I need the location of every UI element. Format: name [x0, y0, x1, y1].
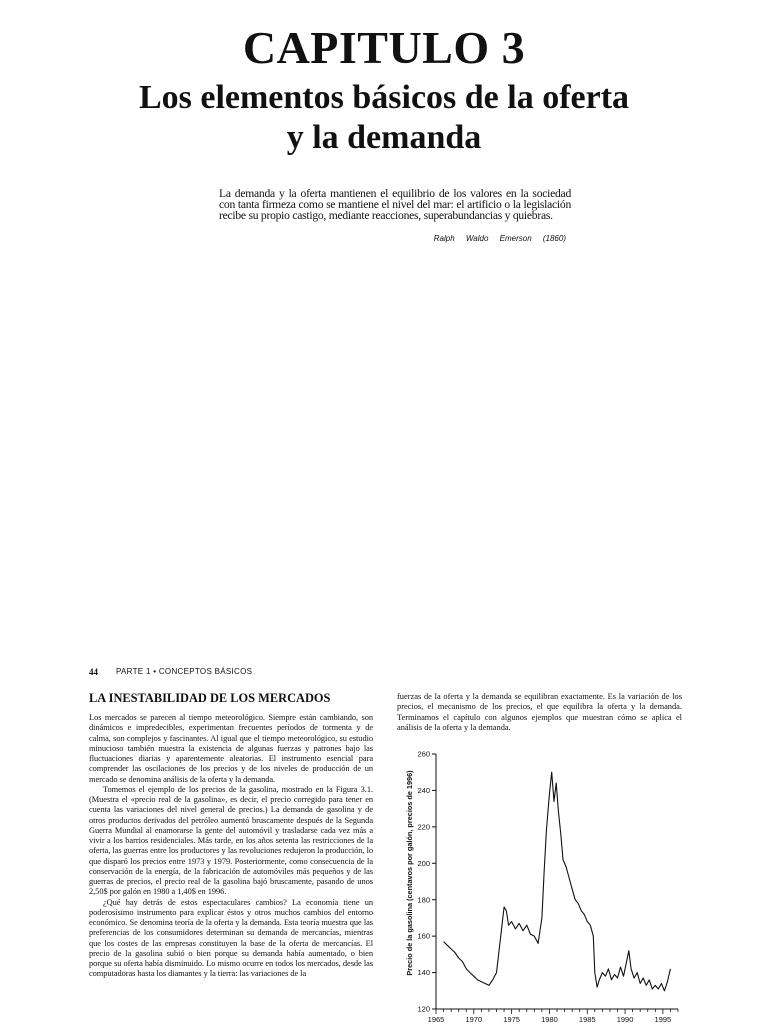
- y-axis-label: Precio de la gasolina (centavos por galón, precios de 1996): [405, 770, 414, 976]
- y-tick-label: 180: [417, 895, 430, 905]
- chapter-title: [0, 78, 768, 158]
- paragraph: ¿Qué hay detrás de estos espectaculares cambios? La economía tiene un poderosísimo instrumento para explicar éstos y otros muchos cambios del entorno económico. Se denomina teoría de la oferta y la demanda. Esta teoría muestra que las preferencias de los consumidores determinan su demanda de mercancías, mientras que los costes de las empresas constituyen la base de la oferta de mercancías. El precio de la gasolina subió o bien porque su demanda había aumentado, o bien porque su oferta había disminuido. Lo mismo ocurre en todos los mercados, desde las computadoras hasta los diamantes y la tierra: las variaciones de la: [89, 897, 373, 979]
- x-tick-label: 1990: [616, 1015, 634, 1024]
- y-tick-label: 160: [417, 931, 430, 941]
- left-column: [89, 713, 373, 980]
- running-head: PARTE 1 • CONCEPTOS BÁSICOS: [116, 667, 253, 676]
- price-series-line: [444, 772, 671, 991]
- chapter-title-line-1: Los elementos básicos de la oferta: [138, 79, 630, 116]
- chapter-number: CAPITULO 3: [242, 22, 526, 73]
- x-tick-label: 1970: [465, 1015, 483, 1024]
- x-tick-label: 1980: [541, 1015, 558, 1024]
- paragraph: Los mercados se parecen al tiempo meteorológico. Siempre están cambiando, son dinámicos e impredecibles, experimentan frecuentes períodos de tormenta y de calma, son complejos y fascinantes. Al igual que el tiempo meteorológico, su estudio minucioso también muestra la existencia de algunas fuerzas y patrones bajo las fluctuaciones diarias y aparentemente aleatorias. El instrumento esencial para comprender las oscilaciones de los precios y de los niveles de producción de un mercado se denomina análisis de la oferta y la demanda.: [89, 713, 373, 784]
- y-tick-label: 120: [417, 1004, 430, 1014]
- right-column: [397, 692, 682, 733]
- y-tick-label: 220: [417, 822, 430, 832]
- paragraph: fuerzas de la oferta y la demanda se equilibran exactamente. Es la variación de los precios, el mecanismo de los precios, el que equilibra la oferta y la demanda. Terminamos el capítulo con algunos ejemplos que muestran cómo se aplica el análisis de la oferta y la demanda.: [397, 692, 682, 732]
- chapter-title-line-2: y la demanda: [286, 119, 482, 156]
- y-tick-label: 260: [417, 749, 430, 759]
- y-tick-label: 200: [417, 858, 430, 868]
- y-tick-label: 240: [417, 786, 430, 796]
- gasoline-price-chart: [396, 745, 686, 1024]
- page-number: 44: [89, 667, 98, 677]
- epigraph-author: Ralph Waldo Emerson (1860): [433, 234, 566, 243]
- section-heading: LA INESTABILIDAD DE LOS MERCADOS: [89, 691, 331, 705]
- x-tick-label: 1985: [578, 1015, 596, 1024]
- y-tick-label: 140: [417, 968, 430, 978]
- paragraph: Tomemos el ejemplo de los precios de la gasolina, mostrado en la Figura 3.1. (Muestra el «precio real de la gasolina», es decir, el precio corregido para tener en cuenta las variaciones del nivel general de precios.) La demanda de gasolina y de otros productos derivados del petróleo aumentó bruscamente después de la Segunda Guerra Mundial al enamorarse la gente del automóvil y trasladarse cada vez más a vivir a los barrios residenciales. Más tarde, en los años setenta las restricciones de la oferta, las guerras entre los productores y las revoluciones redujeron la producción, lo que disparó los precios entre 1973 y 1979. Posteriormente, como consecuencia de la conservación de la energía, de la fabricación de automóviles más pequeños y de las guerras de precios, el precio real de la gasolina bajó bruscamente, pasando de unos 2,50$ por galón en 1980 a 1,40$ en 1996.: [89, 784, 373, 897]
- x-tick-label: 1995: [654, 1015, 672, 1024]
- x-tick-label: 1975: [503, 1015, 520, 1024]
- epigraph-quote: La demanda y la oferta mantienen el equilibrio de los valores en la sociedad con tanta firmeza como se mantiene el nivel del mar: el artificio o la legislación recibe su propio castigo, mediante reacciones, superabundancias y quiebras.: [219, 187, 571, 223]
- x-tick-label: 1965: [427, 1015, 445, 1024]
